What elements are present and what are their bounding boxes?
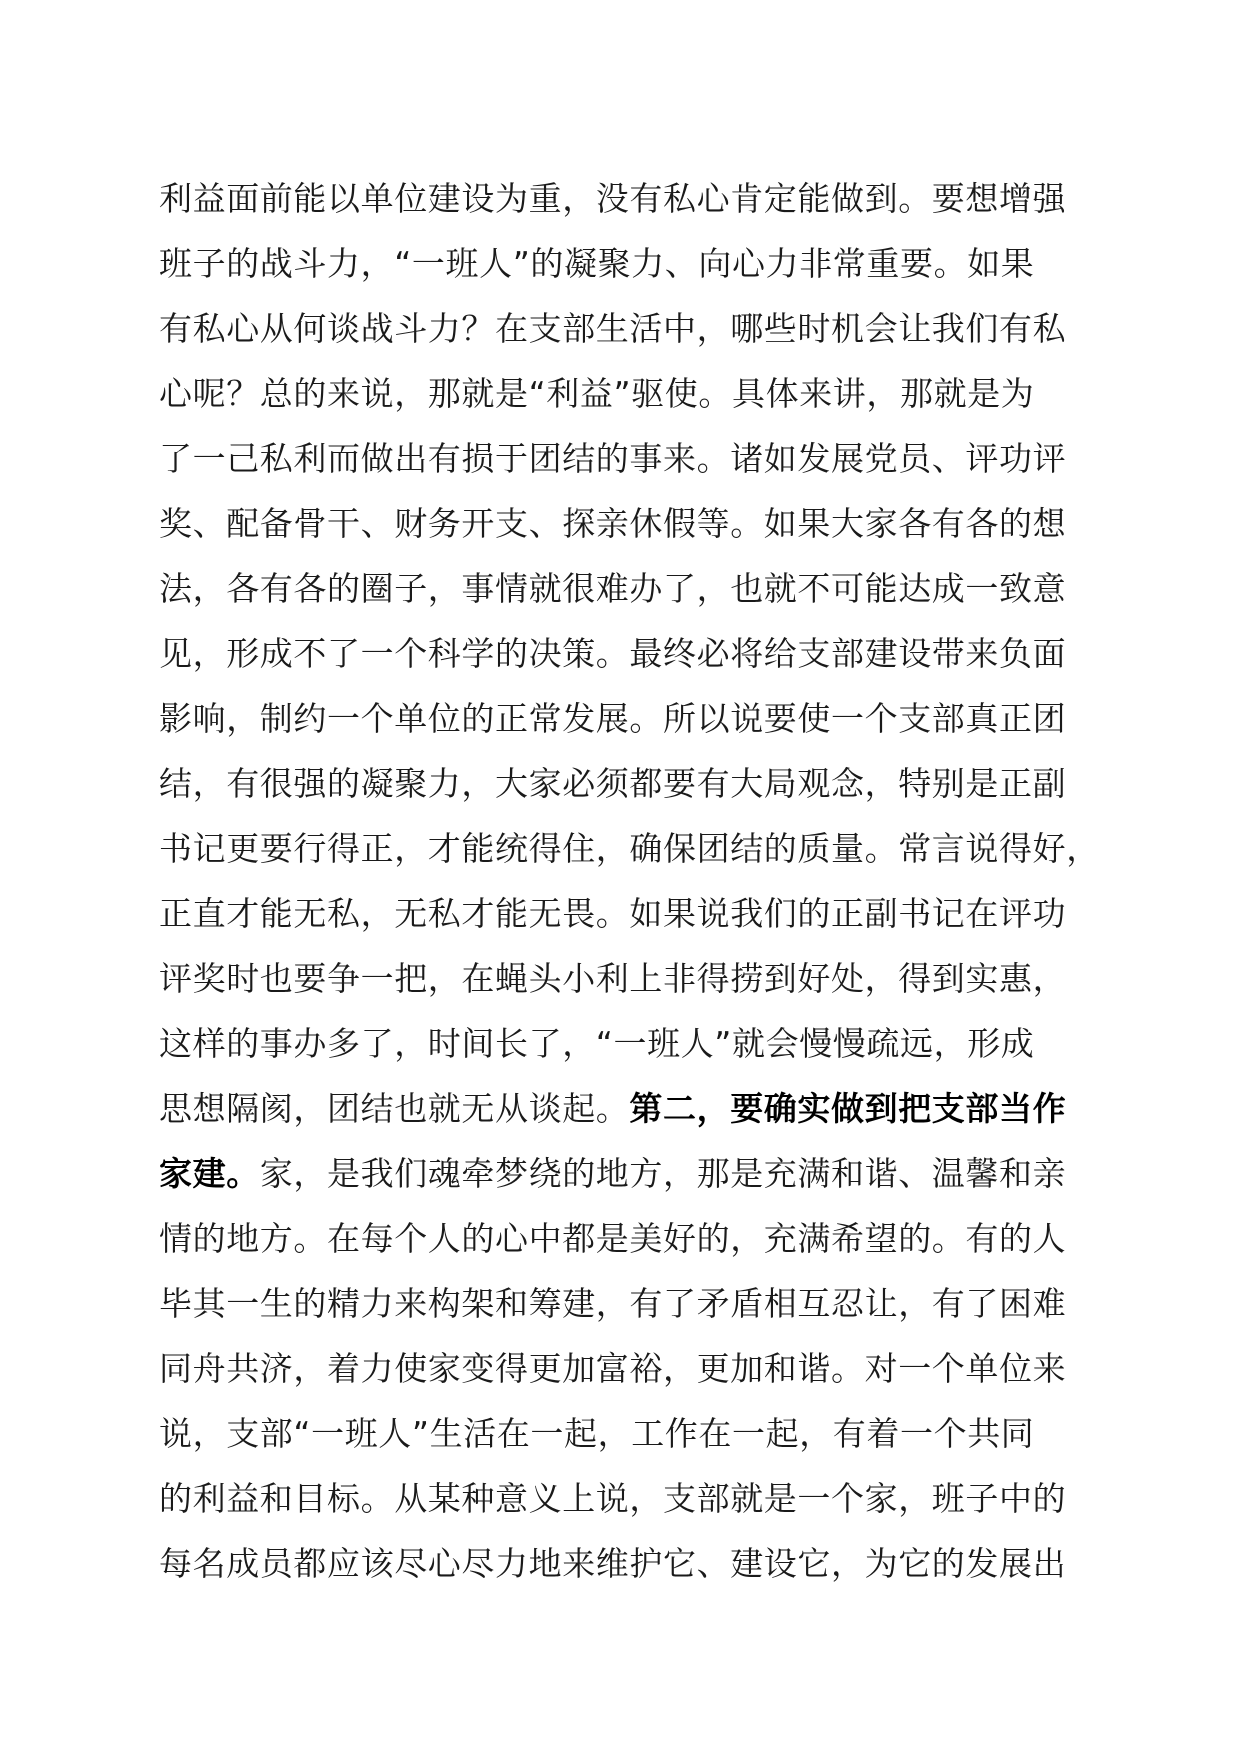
text-line bbox=[159, 556, 1119, 621]
paragraph-text: 思想隔阂，团结也就无从谈起。 bbox=[159, 1089, 630, 1128]
text-line bbox=[159, 1011, 1119, 1076]
body-text bbox=[159, 166, 1119, 1596]
paragraph-text: 毕其一生的精力来构架和筹建，有了矛盾相互忍让，有了困难 bbox=[159, 1284, 1067, 1323]
text-line bbox=[159, 296, 1119, 361]
text-line bbox=[159, 1401, 1119, 1466]
paragraph-text: 法，各有各的圈子，事情就很难办了，也就不可能达成一致意 bbox=[159, 569, 1067, 608]
paragraph-text: 心呢？总的来说，那就是“利益”驱使。具体来讲，那就是为 bbox=[159, 374, 1035, 413]
text-line bbox=[159, 1206, 1119, 1271]
paragraph-text: 影响，制约一个单位的正常发展。所以说要使一个支部真正团 bbox=[159, 699, 1067, 738]
text-line bbox=[159, 881, 1119, 946]
text-line bbox=[159, 946, 1119, 1011]
paragraph-text: 同舟共济，着力使家变得更加富裕，更加和谐。对一个单位来 bbox=[159, 1349, 1067, 1388]
paragraph-text: 结，有很强的凝聚力，大家必须都要有大局观念，特别是正副 bbox=[159, 764, 1067, 803]
bold-heading-text: 第二，要确实做到把支部当作 bbox=[629, 1089, 1067, 1128]
text-line bbox=[159, 751, 1119, 816]
text-line bbox=[159, 491, 1119, 556]
text-line bbox=[159, 166, 1119, 231]
paragraph-text: 了一己私利而做出有损于团结的事来。诸如发展党员、评功评 bbox=[159, 439, 1067, 478]
paragraph-text: 说，支部“一班人”生活在一起，工作在一起，有着一个共同 bbox=[159, 1414, 1035, 1453]
text-line bbox=[159, 1076, 1119, 1141]
text-line bbox=[159, 426, 1119, 491]
paragraph-text: 班子的战斗力，“一班人”的凝聚力、向心力非常重要。如果 bbox=[159, 244, 1035, 283]
paragraph-text: 见，形成不了一个科学的决策。最终必将给支部建设带来负面 bbox=[159, 634, 1067, 673]
paragraph-text: 的利益和目标。从某种意义上说，支部就是一个家，班子中的 bbox=[159, 1479, 1067, 1518]
text-line bbox=[159, 1466, 1119, 1531]
paragraph-text: 正直才能无私，无私才能无畏。如果说我们的正副书记在评功 bbox=[159, 894, 1067, 933]
bold-heading-text: 家建。 bbox=[159, 1154, 260, 1193]
text-line bbox=[159, 621, 1119, 686]
paragraph-text: 利益面前能以单位建设为重，没有私心肯定能做到。要想增强 bbox=[159, 179, 1067, 218]
text-line bbox=[159, 816, 1119, 881]
paragraph-text: 情的地方。在每个人的心中都是美好的，充满希望的。有的人 bbox=[159, 1219, 1067, 1258]
paragraph-text: 每名成员都应该尽心尽力地来维护它、建设它，为它的发展出 bbox=[159, 1544, 1067, 1583]
paragraph-text: 家，是我们魂牵梦绕的地方，那是充满和谐、温馨和亲 bbox=[259, 1154, 1067, 1193]
text-line bbox=[159, 231, 1119, 296]
text-line bbox=[159, 1141, 1119, 1206]
text-line bbox=[159, 686, 1119, 751]
paragraph-text: 奖、配备骨干、财务开支、探亲休假等。如果大家各有各的想 bbox=[159, 504, 1067, 543]
paragraph-text: 评奖时也要争一把，在蝇头小利上非得捞到好处，得到实惠， bbox=[159, 959, 1067, 998]
paragraph-text: 这样的事办多了，时间长了，“一班人”就会慢慢疏远，形成 bbox=[159, 1024, 1035, 1063]
paragraph-text: 书记更要行得正，才能统得住，确保团结的质量。常言说得好， bbox=[159, 829, 1100, 868]
text-line bbox=[159, 1336, 1119, 1401]
text-line bbox=[159, 1531, 1119, 1596]
text-line bbox=[159, 361, 1119, 426]
text-line bbox=[159, 1271, 1119, 1336]
paragraph-text: 有私心从何谈战斗力？在支部生活中，哪些时机会让我们有私 bbox=[159, 309, 1067, 348]
